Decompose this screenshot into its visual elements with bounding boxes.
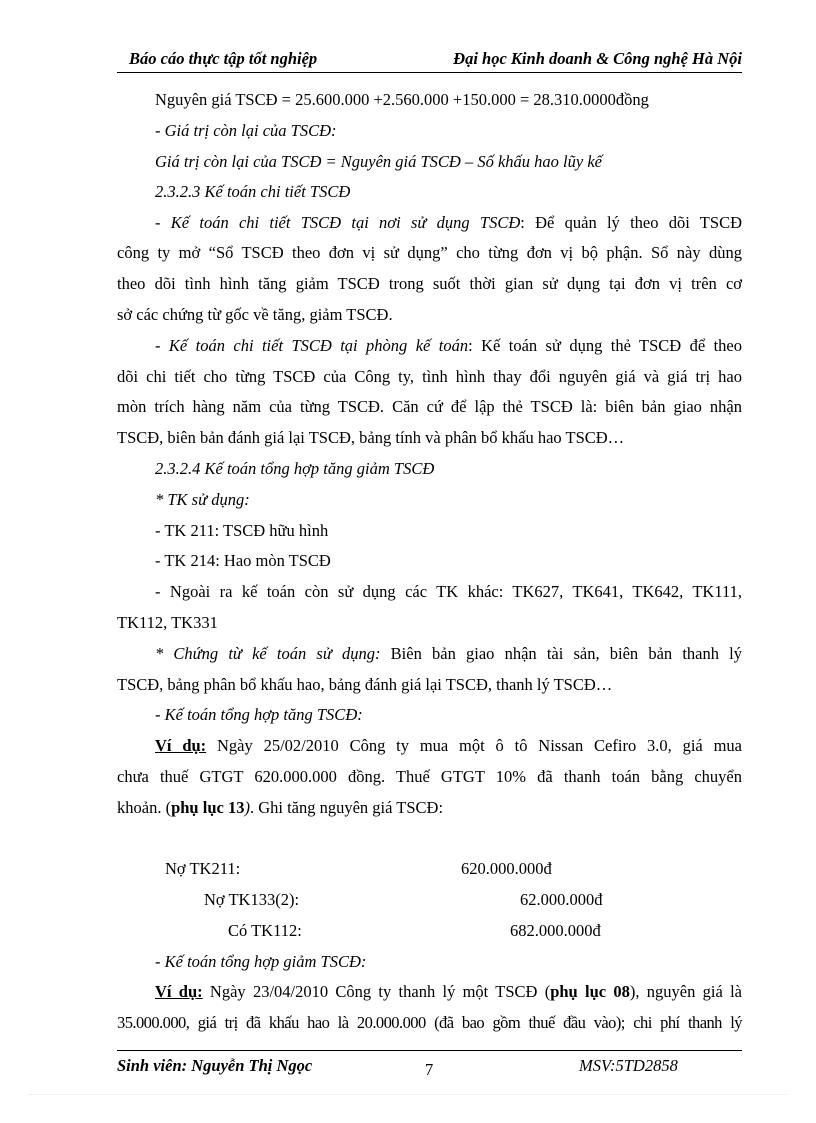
residual-value-heading: - Giá trị còn lại của TSCĐ: xyxy=(155,121,337,140)
documents-lead: * Chứng từ kế toán sử dụng: xyxy=(155,644,381,663)
page-header xyxy=(117,46,742,72)
paragraph-2-text-a: : Kế toán sử dụng thẻ TSCĐ để theo xyxy=(468,336,742,355)
paragraph-2-line-3: mòn trích hàng năm của từng TSCĐ. Căn cứ để lập thẻ TSCĐ là: biên bản giao nhận xyxy=(117,397,742,416)
header-rule xyxy=(117,72,742,73)
documents-line-2: TSCĐ, bảng phân bổ khấu hao, bảng đánh giá lại TSCĐ, thanh lý TSCĐ… xyxy=(117,675,613,694)
documents-text-a: Biên bản giao nhận tài sản, biên bản thanh lý xyxy=(380,644,742,663)
paragraph-2-line-4: TSCĐ, biên bản đánh giá lại TSCĐ, bảng tính và phân bổ khấu hao TSCĐ… xyxy=(117,428,625,447)
decrease-heading: - Kế toán tổng hợp giảm TSCĐ: xyxy=(155,952,367,971)
example-2-line-1 xyxy=(155,982,742,1002)
paragraph-1-line-1 xyxy=(155,213,742,233)
other-accounts-line-2: TK112, TK331 xyxy=(117,613,218,632)
example-2-appendix: phụ lục 08 xyxy=(550,982,630,1001)
example-2-a-post: ), nguyên giá là xyxy=(629,982,742,1001)
example-1-c-post: . Ghi tăng nguyên giá TSCĐ: xyxy=(249,798,444,817)
entry-credit-112-account: Có TK112: xyxy=(228,921,302,940)
paragraph-2-line-1 xyxy=(155,336,742,356)
footer-student-id: MSV:5TD2858 xyxy=(579,1056,678,1075)
paragraph-1-line-3: theo dõi tình hình tăng giảm TSCĐ trong suốt thời gian sử dụng tại đơn vị trên cơ xyxy=(117,274,742,293)
entry-debit-133-account: Nợ TK133(2): xyxy=(204,890,300,909)
section-heading-2-3-2-4: 2.3.2.4 Kế toán tổng hợp tăng giảm TSCĐ xyxy=(155,459,435,478)
entry-debit-211-account: Nợ TK211: xyxy=(165,859,241,878)
residual-value-formula: Giá trị còn lại của TSCĐ = Nguyên giá TSCĐ – Số khấu hao lũy kế xyxy=(155,152,602,171)
example-2-label: Ví dụ: xyxy=(155,982,203,1001)
other-accounts-line-1: - Ngoài ra kế toán còn sử dụng các TK khác: TK627, TK641, TK642, TK111, xyxy=(155,582,742,601)
example-1-c-pre: khoản. ( xyxy=(117,798,172,817)
section-heading-2-3-2-3: 2.3.2.3 Kế toán chi tiết TSCĐ xyxy=(155,182,351,201)
footer-page-number: 7 xyxy=(425,1060,434,1079)
paragraph-1-line-2: công ty mở “Sổ TSCĐ theo đơn vị sử dụng” cho từng đơn vị bộ phận. Sổ này dùng xyxy=(117,243,742,262)
account-214-line: - TK 214: Hao mòn TSCĐ xyxy=(155,551,331,570)
example-1-label: Ví dụ: xyxy=(155,736,207,755)
paragraph-2-line-2: dõi chi tiết cho từng TSCĐ của Công ty, tình hình thay đổi nguyên giá và giá trị hao xyxy=(117,367,742,386)
entry-debit-211-amount: 620.000.000đ xyxy=(461,859,552,878)
example-1-line-3 xyxy=(117,798,742,818)
paragraph-1-text-a: : Để quản lý theo dõi TSCĐ xyxy=(520,213,742,232)
example-1-paren: ) xyxy=(244,798,250,817)
page-bottom-border xyxy=(28,1094,788,1095)
documents-line-1 xyxy=(155,644,742,664)
header-university: Đại học Kinh doanh & Công nghệ Hà Nội xyxy=(453,49,742,68)
page-footer xyxy=(117,1054,742,1080)
example-2-line-2: 35.000.000, giá trị đã khấu hao là 20.000.000 (đã bao gồm thuế đầu vào); chi phí thanh lý xyxy=(117,1013,742,1032)
increase-heading: - Kế toán tổng hợp tăng TSCĐ: xyxy=(155,705,363,724)
paragraph-2-lead: - Kế toán chi tiết TSCĐ tại phòng kế toán xyxy=(155,336,469,355)
example-1-text-a: Ngày 25/02/2010 Công ty mua một ô tô Nissan Cefiro 3.0, giá mua xyxy=(206,736,742,755)
footer-rule xyxy=(117,1050,742,1051)
footer-student-name: Sinh viên: Nguyễn Thị Ngọc xyxy=(117,1056,313,1075)
accounts-used-heading: * TK sử dụng: xyxy=(155,490,250,509)
account-211-line: - TK 211: TSCĐ hữu hình xyxy=(155,521,329,540)
header-report-title: Báo cáo thực tập tốt nghiệp xyxy=(129,49,318,68)
entry-credit-112-amount: 682.000.000đ xyxy=(510,921,601,940)
paragraph-1-lead: - Kế toán chi tiết TSCĐ tại nơi sử dụng TSCĐ xyxy=(155,213,521,232)
example-1-appendix: phụ lục 13 xyxy=(171,798,245,817)
paragraph-1-line-4: sở các chứng từ gốc về tăng, giảm TSCĐ. xyxy=(117,305,393,324)
example-1-line-1 xyxy=(155,736,742,756)
cost-formula-line: Nguyên giá TSCĐ = 25.600.000 +2.560.000 +150.000 = 28.310.0000đồng xyxy=(155,90,649,109)
example-1-line-2: chưa thuế GTGT 620.000.000 đồng. Thuế GTGT 10% đã thanh toán bằng chuyển xyxy=(117,767,742,786)
example-2-a-pre: Ngày 23/04/2010 Công ty thanh lý một TSCĐ ( xyxy=(202,982,551,1001)
entry-debit-133-amount: 62.000.000đ xyxy=(520,890,603,909)
